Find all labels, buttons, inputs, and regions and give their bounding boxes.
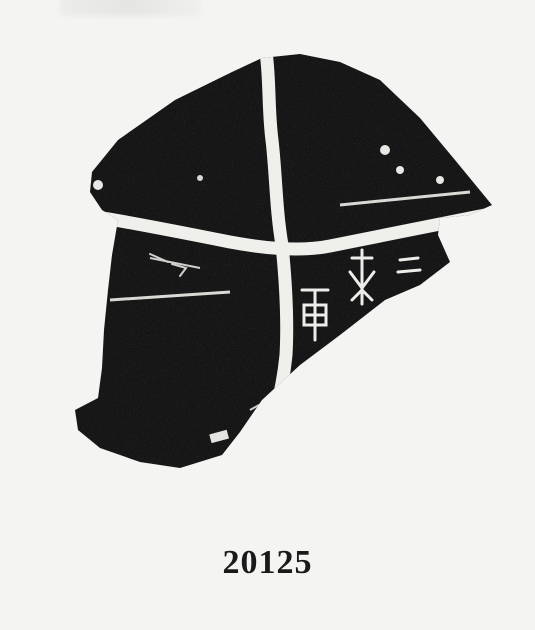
catalog-number: 20125 (222, 544, 313, 581)
surface-spot (380, 145, 390, 155)
surface-spot (396, 166, 404, 174)
surface-spot (197, 175, 203, 181)
surface-spot (436, 176, 444, 184)
surface-spot (93, 180, 103, 190)
